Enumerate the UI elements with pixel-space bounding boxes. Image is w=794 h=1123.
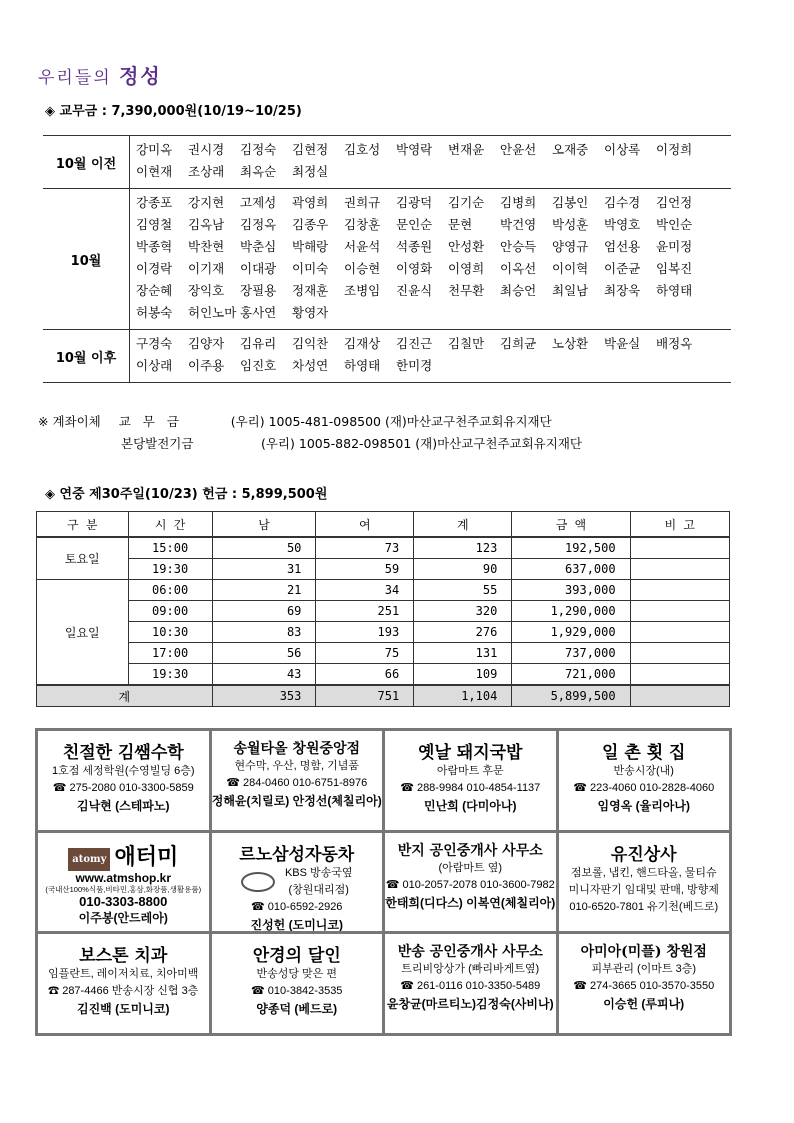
amount: 721,000	[512, 664, 630, 686]
men-count: 56	[212, 643, 316, 664]
ad-line: 1호점 세정학원(수영빌딩 6층)	[51, 765, 195, 777]
donor-name: 이상래	[136, 358, 173, 373]
ad-owner: 김진백 (도미니코)	[77, 1002, 170, 1017]
ad-card	[212, 934, 383, 1033]
attendance-row	[37, 643, 730, 664]
column-header: 여	[316, 512, 414, 538]
donor-name: 권희규	[344, 195, 381, 210]
donor-name: 조상래	[188, 164, 225, 179]
tithe-account-text: (우리) 1005-481-098500 (재)마산교구천주교회유지재단	[230, 414, 552, 429]
donor-name: 안윤선	[500, 142, 537, 157]
amount: 393,000	[512, 580, 630, 601]
donor-name: 석종원	[396, 239, 433, 254]
ad-title: 아미아(미플) 창원점	[580, 944, 707, 961]
donor-name: 황영자	[292, 305, 329, 320]
ad-line: 임플란트, 레이저치료, 치아미백	[48, 968, 199, 981]
remark-cell	[630, 580, 729, 601]
column-header: 금 액	[512, 512, 630, 538]
donor-name: 김봉인	[552, 195, 589, 210]
donor-name: 이옥선	[500, 261, 537, 276]
ad-title: 애터미	[114, 843, 179, 870]
women-count: 73	[316, 537, 414, 559]
donor-name: 노상환	[552, 336, 589, 351]
men-count: 43	[212, 664, 316, 686]
ad-card	[38, 934, 209, 1033]
tithe-account-label: 교 무 금	[118, 414, 183, 429]
ad-card	[385, 731, 556, 830]
donor-name: 박건영	[500, 217, 537, 232]
donor-name: 김창훈	[344, 217, 381, 232]
ad-phone: ☎ 223-4060 010-2828-4060	[573, 782, 715, 794]
donor-name: 김영철	[136, 217, 173, 232]
mass-time: 19:30	[128, 559, 212, 580]
donor-name: 장필용	[240, 283, 277, 298]
donor-row	[136, 334, 731, 356]
amount: 1,929,000	[512, 622, 630, 643]
ad-line: 아람마트 후문	[436, 765, 504, 777]
donor-name: 문인순	[396, 217, 433, 232]
donor-name: 최옥순	[240, 164, 277, 179]
ad-card	[212, 833, 383, 932]
ad-card	[385, 833, 556, 932]
donation-period-label: 10월 이후	[43, 330, 130, 383]
donor-name: 박찬현	[188, 239, 225, 254]
ad-title: 반지 공인중개사 사무소	[397, 842, 543, 859]
donation-group	[43, 189, 731, 330]
donor-name: 허봉숙	[136, 305, 173, 320]
mass-time: 09:00	[128, 601, 212, 622]
donor-name: 김언정	[656, 195, 693, 210]
total-women: 751	[316, 685, 414, 707]
donor-name: 김희균	[500, 336, 537, 351]
women-count: 193	[316, 622, 414, 643]
amount: 737,000	[512, 643, 630, 664]
ad-owner: 진성헌 (도미니코)	[250, 917, 343, 932]
attendance-row	[37, 537, 730, 559]
ad-owner: 임영옥 (율리아나)	[597, 799, 690, 813]
donor-name: 권시경	[188, 142, 225, 157]
donor-name: 박해랑	[292, 239, 329, 254]
fund-account-label: 본당발전기금	[121, 436, 194, 451]
donor-name: 이이혁	[552, 261, 589, 276]
ad-phone: ☎ 010-3842-3535	[251, 985, 343, 998]
ad-card	[38, 833, 209, 932]
donor-names	[130, 189, 732, 330]
donor-name: 진윤식	[396, 283, 433, 298]
donor-name: 김진근	[396, 336, 433, 351]
donor-name: 김기순	[448, 195, 485, 210]
ad-phone: ☎ 288-9984 010-4854-1137	[400, 782, 541, 794]
donor-name: 이현재	[136, 164, 173, 179]
ad-card	[38, 731, 209, 830]
fund-account-text: (우리) 1005-882-098501 (재)마산교구천주교회유지재단	[260, 436, 582, 451]
donor-name: 고제성	[240, 195, 277, 210]
attendance-row	[37, 559, 730, 580]
ad-owner: 윤창균(마르티노)김정숙(사비나)	[386, 997, 554, 1012]
donor-name: 최일남	[552, 283, 589, 298]
column-header: 비 고	[630, 512, 729, 538]
donor-name: 안성환	[448, 239, 485, 254]
men-count: 31	[212, 559, 316, 580]
total-label: 계	[37, 685, 213, 707]
ad-owner: 양종덕 (베드로)	[256, 1002, 338, 1017]
men-count: 83	[212, 622, 316, 643]
donor-name: 이준균	[604, 261, 641, 276]
donor-name: 이경락	[136, 261, 173, 276]
donor-name: 하영태	[344, 358, 381, 373]
remark-cell	[630, 601, 729, 622]
donor-name: 강종포	[136, 195, 173, 210]
women-count: 251	[316, 601, 414, 622]
ad-title: 송월타올 창원중앙점	[233, 741, 361, 757]
women-count: 75	[316, 643, 414, 664]
ad-card	[559, 833, 730, 932]
attendance-total-row	[37, 685, 730, 707]
mass-time: 17:00	[128, 643, 212, 664]
ad-line: 반송성당 맞은 편	[256, 968, 337, 981]
donor-name: 김정옥	[240, 217, 277, 232]
ad-phone: ☎ 261-0116 010-3350-5489	[400, 980, 541, 993]
ad-tagline: (국내산100%식품,비타민,홍삼,화장품,생활용품)	[45, 884, 202, 894]
donor-name: 구경숙	[136, 336, 173, 351]
ad-lines	[285, 865, 353, 899]
donor-name: 김재상	[344, 336, 381, 351]
ad-phone: 010-3303-8800	[79, 893, 168, 909]
ad-phone: ☎ 010-2057-2078 010-3600-7982	[385, 878, 555, 891]
ad-website: www.atmshop.kr	[75, 870, 172, 885]
account-note-2	[121, 434, 582, 452]
ad-card	[559, 731, 730, 830]
donor-name: 김병희	[500, 195, 537, 210]
ad-line: 피부관리 (이마트 3층)	[591, 963, 697, 976]
donor-name: 강지현	[188, 195, 225, 210]
ad-card	[559, 934, 730, 1033]
amount: 637,000	[512, 559, 630, 580]
donor-name: 김수경	[604, 195, 641, 210]
donor-names	[130, 136, 732, 189]
amount: 1,290,000	[512, 601, 630, 622]
donor-name: 박종혁	[136, 239, 173, 254]
attendance-row	[37, 622, 730, 643]
ad-owner: 민난희 (다미아나)	[424, 799, 517, 813]
men-count: 50	[212, 537, 316, 559]
donor-name: 김양자	[188, 336, 225, 351]
account-note-mark: ※ 계좌이체	[38, 414, 101, 429]
total-count: 109	[414, 664, 512, 686]
donor-name: 조병임	[344, 283, 381, 298]
donor-name: 김종우	[292, 217, 329, 232]
women-count: 66	[316, 664, 414, 686]
donor-name: 김유리	[240, 336, 277, 351]
donor-name: 최승언	[500, 283, 537, 298]
ad-line: 반송시장(내)	[613, 765, 674, 777]
donor-name: 박윤실	[604, 336, 641, 351]
donor-row	[136, 303, 731, 325]
mass-time: 06:00	[128, 580, 212, 601]
ad-line: 점보롤, 냅킨, 핸드타올, 물티슈	[570, 866, 717, 879]
donor-name: 김호성	[344, 142, 381, 157]
donation-group	[43, 330, 731, 383]
donor-name: 허인노마	[188, 305, 237, 320]
donor-name: 이영희	[448, 261, 485, 276]
donor-name: 홍사연	[240, 305, 277, 320]
day-label: 토요일	[37, 537, 129, 580]
donor-name: 윤미정	[656, 239, 693, 254]
attendance-header-row	[37, 512, 730, 538]
total-amount: 5,899,500	[512, 685, 630, 707]
donor-names	[130, 330, 732, 383]
donor-name: 한미경	[396, 358, 433, 373]
donor-name: 이미숙	[292, 261, 329, 276]
ad-owner: 이승헌 (루피나)	[603, 997, 685, 1012]
ad-title: 일 촌 횟 집	[602, 743, 686, 763]
ad-title: 유진상사	[610, 844, 677, 865]
ad-phone: ☎ 284-0460 010-6751-8976	[226, 777, 368, 789]
amount: 192,500	[512, 537, 630, 559]
column-header: 남	[212, 512, 316, 538]
donor-name: 김광덕	[396, 195, 433, 210]
ad-title: 친절한 김쌤수학	[62, 743, 184, 763]
total-count: 90	[414, 559, 512, 580]
ad-line: (창원대리점)	[288, 883, 349, 896]
donor-name: 이영화	[396, 261, 433, 276]
ad-phone: ☎ 274-3665 010-3570-3550	[573, 980, 715, 993]
donor-name: 정재훈	[292, 283, 329, 298]
donor-name: 천무환	[448, 283, 485, 298]
donor-name: 박성훈	[552, 217, 589, 232]
donor-name: 임진호	[240, 358, 277, 373]
atomy-logo-icon: atomy	[68, 848, 110, 871]
donor-name: 이상록	[604, 142, 641, 157]
remark-cell	[630, 559, 729, 580]
ad-card	[385, 934, 556, 1033]
donor-row	[136, 140, 731, 162]
donor-name: 문현	[448, 217, 473, 232]
donor-name: 이주용	[188, 358, 225, 373]
donation-period-label: 10월	[43, 189, 130, 330]
donor-name: 서윤석	[344, 239, 381, 254]
donor-name: 최정실	[292, 164, 329, 179]
ad-owner: 김낙현 (스테파노)	[77, 799, 170, 813]
donor-name: 장순혜	[136, 283, 173, 298]
donor-row	[136, 162, 731, 184]
donor-row	[136, 237, 731, 259]
ad-body	[212, 865, 383, 899]
donor-name: 박영락	[396, 142, 433, 157]
donor-name: 변재윤	[448, 142, 485, 157]
ad-line: KBS 방송국옆	[284, 866, 353, 879]
donor-row	[136, 193, 731, 215]
page-title	[38, 60, 162, 89]
total-remark	[630, 685, 729, 707]
donor-name: 차성연	[292, 358, 329, 373]
donor-row	[136, 281, 731, 303]
women-count: 59	[316, 559, 414, 580]
ad-title: 반송 공인중개사 사무소	[397, 944, 543, 961]
donation-period-label: 10월 이전	[43, 136, 130, 189]
ad-owner: 정해윤(치릴로) 안정선(체칠리아)	[211, 794, 382, 808]
donor-name: 이기재	[188, 261, 225, 276]
ad-phone: ☎ 275-2080 010-3300-5859	[52, 782, 194, 794]
ads-grid	[35, 728, 732, 1036]
donor-name: 김정숙	[240, 142, 277, 157]
column-header: 구 분	[37, 512, 129, 538]
total-count: 55	[414, 580, 512, 601]
ad-phone: ☎ 010-6592-2926	[251, 900, 343, 913]
donor-name: 양영규	[552, 239, 589, 254]
total-men: 353	[212, 685, 316, 707]
day-label: 일요일	[37, 580, 129, 686]
ad-line: (아람마트 옆)	[438, 861, 502, 874]
ad-card	[212, 731, 383, 830]
offering-header: ◈ 연중 제30주일(10/23) 헌금 : 5,899,500원	[45, 487, 328, 502]
total-count: 123	[414, 537, 512, 559]
donor-name: 이승현	[344, 261, 381, 276]
remark-cell	[630, 664, 729, 686]
donor-name: 곽영희	[292, 195, 329, 210]
women-count: 34	[316, 580, 414, 601]
car-logo-icon	[241, 872, 275, 892]
ad-title: 옛날 돼지국밥	[418, 743, 523, 763]
ad-title: 안경의 달인	[252, 946, 341, 967]
donor-name: 안승득	[500, 239, 537, 254]
ad-owner: 한태희(디다스) 이복연(체칠리아)	[385, 895, 556, 910]
donor-name: 강미옥	[136, 142, 173, 157]
men-count: 21	[212, 580, 316, 601]
donor-name: 하영태	[656, 283, 693, 298]
donor-name: 김옥남	[188, 217, 225, 232]
donor-name: 김현정	[292, 142, 329, 157]
remark-cell	[630, 537, 729, 559]
donor-name: 김칠만	[448, 336, 485, 351]
men-count: 69	[212, 601, 316, 622]
tithe-header: ◈ 교무금 : 7,390,000원(10/19~10/25)	[45, 104, 302, 119]
donor-name: 박춘심	[240, 239, 277, 254]
title-prefix: 우리들의	[38, 68, 112, 88]
ad-owner: 이주봉(안드레아)	[78, 910, 168, 925]
ad-title: 르노삼성자동차	[239, 844, 355, 865]
mass-time: 10:30	[128, 622, 212, 643]
donation-table	[43, 135, 731, 383]
total-count: 131	[414, 643, 512, 664]
donation-group	[43, 136, 731, 189]
mass-time: 15:00	[128, 537, 212, 559]
total-count: 276	[414, 622, 512, 643]
attendance-table	[36, 511, 730, 707]
account-note-1	[38, 412, 552, 430]
donor-name: 박인순	[656, 217, 693, 232]
ad-line: 트리비앙상가 (빠리바게트옆)	[401, 963, 540, 976]
donor-name: 배정옥	[656, 336, 693, 351]
mass-time: 19:30	[128, 664, 212, 686]
attendance-row	[37, 601, 730, 622]
donor-name: 김익찬	[292, 336, 329, 351]
donor-name: 엄선용	[604, 239, 641, 254]
attendance-row	[37, 664, 730, 686]
donor-name: 오재중	[552, 142, 589, 157]
donor-name: 장익호	[188, 283, 225, 298]
remark-cell	[630, 622, 729, 643]
ad-title-wrap	[38, 840, 209, 871]
donor-row	[136, 215, 731, 237]
ad-title: 보스톤 치과	[79, 946, 168, 967]
donor-name: 박영호	[604, 217, 641, 232]
attendance-row	[37, 580, 730, 601]
donor-name: 최장욱	[604, 283, 641, 298]
total-count: 320	[414, 601, 512, 622]
column-header: 시 간	[128, 512, 212, 538]
ad-phone: ☎ 287-4466 반송시장 신협 3층	[48, 985, 199, 998]
donor-row	[136, 259, 731, 281]
donor-row	[136, 356, 731, 378]
remark-cell	[630, 643, 729, 664]
title-main: 정성	[119, 64, 162, 88]
ad-line: 미니자판기 임대및 판매, 방향제	[568, 883, 719, 896]
donor-name: 이정희	[656, 142, 693, 157]
total-sum: 1,104	[414, 685, 512, 707]
donor-name: 임복진	[656, 261, 693, 276]
donor-name: 이대광	[240, 261, 277, 276]
column-header: 계	[414, 512, 512, 538]
ad-line: 현수막, 우산, 명함, 기념품	[234, 760, 360, 772]
ad-phone: 010-6520-7801 유기천(베드로)	[569, 900, 719, 913]
